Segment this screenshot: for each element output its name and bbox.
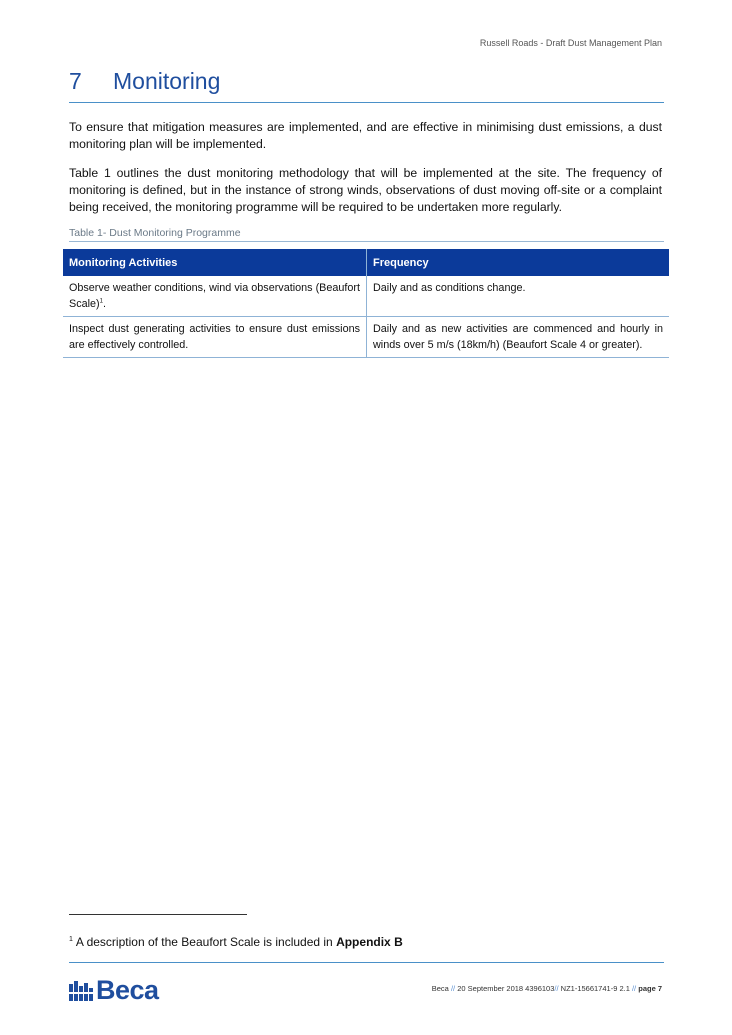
footer-separator: //: [450, 984, 456, 993]
footer-divider: [69, 962, 664, 963]
running-header: Russell Roads - Draft Dust Management Plan: [479, 38, 662, 48]
footer-company: Beca: [431, 984, 449, 993]
intro-paragraph: To ensure that mitigation measures are implemented, and are effective in minimising dust emissions, a dust monitoring plan will be implemented.: [69, 120, 662, 151]
table-caption: Table 1- Dust Monitoring Programme: [69, 227, 664, 242]
footnote: [69, 935, 403, 949]
page-number: page 7: [638, 984, 662, 993]
table-cell-frequency: Daily and as new activities are commenced and hourly in winds over 5 m/s (18km/h) (Beaufort Scale 4 or greater).: [367, 317, 670, 358]
table-cell-activity: [63, 276, 367, 317]
appendix-reference: Appendix B: [336, 935, 403, 949]
section-number: 7: [69, 68, 82, 94]
footer-doc-ref: NZ1-15661741-9 2.1: [560, 984, 630, 993]
footer-separator: //: [631, 984, 637, 993]
column-header: Frequency: [367, 249, 670, 276]
table-header-row: [63, 249, 669, 276]
table-intro-paragraph: Table 1 outlines the dust monitoring methodology that will be implemented at the site. The frequency of monitoring is defined, but in the instance of strong winds, observations of dust moving off-site or a complaint being received, the monitoring programme will be required to be undertaken more regularly.: [69, 166, 662, 214]
table-row: [63, 317, 669, 358]
footnote-text: A description of the Beaufort Scale is included in: [75, 935, 337, 949]
footnote-divider: [69, 914, 247, 915]
footnote-mark: 1: [69, 936, 73, 943]
footer-info: [432, 984, 662, 993]
table-cell-frequency: Daily and as conditions change.: [367, 276, 670, 317]
activity-text: Observe weather conditions, wind via observations (Beaufort Scale): [69, 282, 360, 310]
logo-wordmark: Beca: [96, 975, 159, 1005]
footnote-reference[interactable]: 1: [99, 298, 103, 305]
column-header: Monitoring Activities: [63, 249, 367, 276]
table-row: [63, 276, 669, 317]
footer-separator: //: [554, 984, 559, 993]
section-heading: [69, 68, 664, 103]
dust-monitoring-table: [63, 249, 669, 358]
activity-text-end: .: [102, 298, 106, 310]
table-cell-activity: Inspect dust generating activities to ensure dust emissions are effectively controlled.: [63, 317, 367, 358]
beca-logo-icon: [69, 981, 93, 1003]
section-title: Monitoring: [113, 68, 221, 94]
footer-date: 20 September 2018 4396103: [457, 984, 555, 993]
